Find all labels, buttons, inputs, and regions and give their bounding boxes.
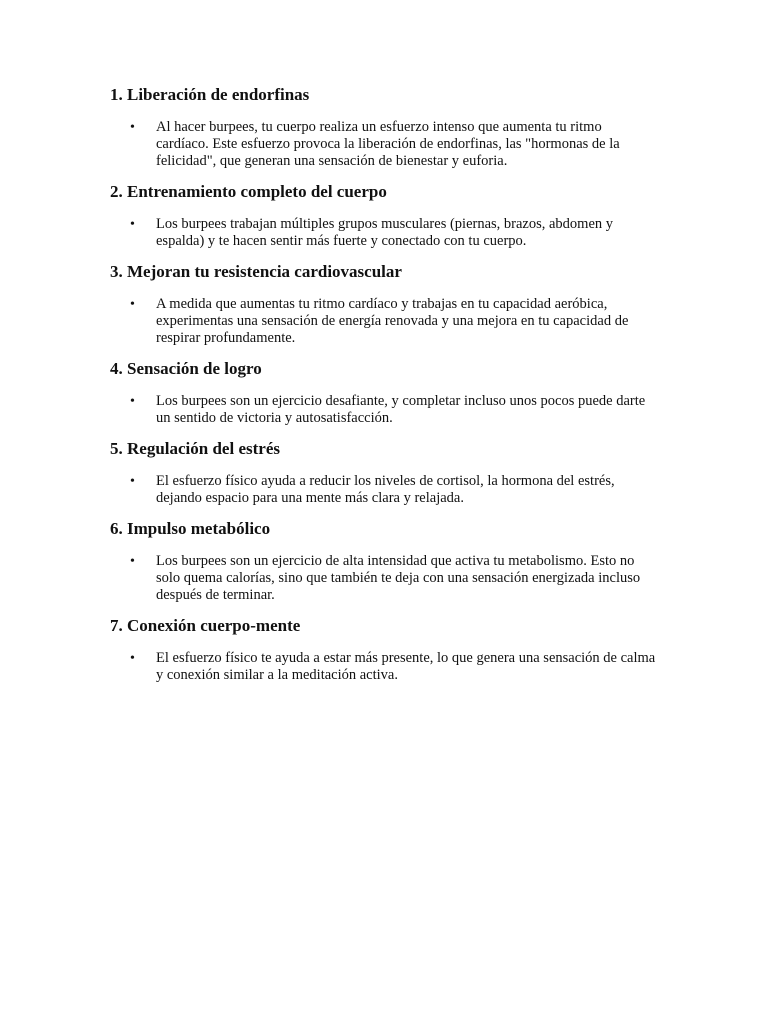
bullet-icon: • — [130, 474, 135, 489]
section-6 — [110, 518, 658, 604]
list-item — [110, 216, 658, 250]
section-heading: 5. Regulación del estrés — [110, 439, 280, 458]
section-4 — [110, 358, 658, 427]
section-2 — [110, 181, 658, 250]
list-item — [110, 473, 658, 507]
bullet-icon: • — [130, 554, 135, 569]
list-item-text: El esfuerzo físico ayuda a reducir los niveles de cortisol, la hormona del estrés, dejando espacio para una mente más clara y relajada. — [156, 473, 615, 506]
bullet-list — [110, 296, 658, 347]
bullet-list — [110, 216, 658, 250]
list-item-text: Los burpees trabajan múltiples grupos musculares (piernas, brazos, abdomen y espalda) y te hacen sentir más fuerte y conectado con tu cuerpo. — [156, 216, 614, 249]
bullet-list — [110, 119, 658, 170]
section-7 — [110, 615, 658, 684]
bullet-list — [110, 473, 658, 507]
bullet-list — [110, 650, 658, 684]
list-item-text: A medida que aumentas tu ritmo cardíaco y trabajas en tu capacidad aeróbica, experimentas una sensación de energía renovada y una mejora en tu capacidad de respirar profundamente. — [156, 296, 629, 346]
list-item — [110, 650, 658, 684]
bullet-icon: • — [130, 651, 135, 666]
bullet-icon: • — [130, 217, 135, 232]
section-heading: 7. Conexión cuerpo-mente — [110, 616, 301, 635]
section-heading: 6. Impulso metabólico — [110, 519, 271, 538]
bullet-icon: • — [130, 120, 135, 135]
list-item — [110, 119, 658, 170]
list-item — [110, 553, 658, 604]
section-heading: 1. Liberación de endorfinas — [110, 85, 310, 104]
bullet-icon: • — [130, 394, 135, 409]
section-3 — [110, 261, 658, 347]
section-heading: 2. Entrenamiento completo del cuerpo — [110, 182, 387, 201]
section-5 — [110, 438, 658, 507]
section-heading: 4. Sensación de logro — [110, 359, 262, 378]
list-item-text: Los burpees son un ejercicio de alta intensidad que activa tu metabolismo. Esto no solo quema calorías, sino que también te deja con una sensación energizada incluso después de terminar. — [156, 553, 641, 603]
list-item — [110, 393, 658, 427]
bullet-list — [110, 553, 658, 604]
bullet-icon: • — [130, 297, 135, 312]
section-heading: 3. Mejoran tu resistencia cardiovascular — [110, 262, 402, 281]
list-item-text: El esfuerzo físico te ayuda a estar más presente, lo que genera una sensación de calma y conexión similar a la meditación activa. — [156, 650, 656, 683]
list-item-text: Al hacer burpees, tu cuerpo realiza un esfuerzo intenso que aumenta tu ritmo cardíaco. Este esfuerzo provoca la liberación de endorfinas, las "hormonas de la felicidad", que generan una sensación de bienestar y euforia. — [156, 119, 620, 169]
list-item-text: Los burpees son un ejercicio desafiante, y completar incluso unos pocos puede darte un sentido de victoria y autosatisfacción. — [156, 393, 646, 426]
section-1 — [110, 84, 658, 170]
bullet-list — [110, 393, 658, 427]
list-item — [110, 296, 658, 347]
